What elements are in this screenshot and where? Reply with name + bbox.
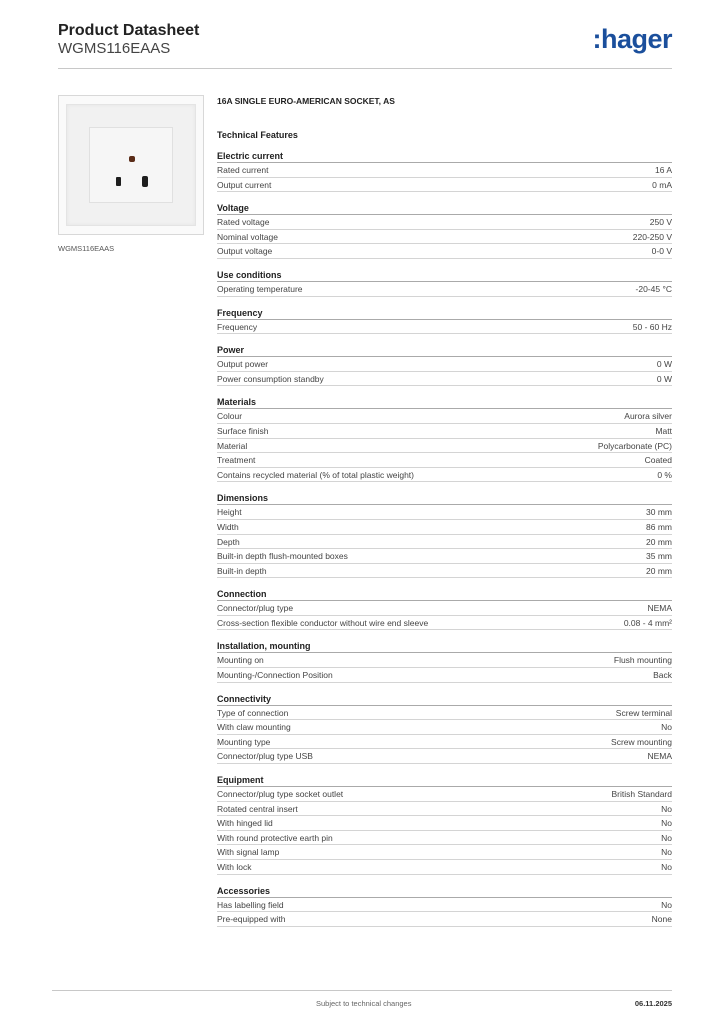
spec-row xyxy=(217,215,672,230)
spec-column xyxy=(217,96,672,927)
spec-label: Operating temperature xyxy=(217,283,303,294)
logo-dots-icon: : xyxy=(592,24,601,54)
spec-value: 16 A xyxy=(654,165,672,175)
logo-text: hager xyxy=(600,24,672,54)
header-title: Product Datasheet xyxy=(58,22,200,39)
header-subtitle: WGMS116EAAS xyxy=(58,40,171,57)
spec-sections xyxy=(217,149,672,927)
socket-plate xyxy=(66,104,196,226)
spec-label: Rated voltage xyxy=(217,217,270,228)
spec-value: 0-0 V xyxy=(651,246,672,257)
spec-row xyxy=(217,244,672,259)
spec-row xyxy=(217,787,672,802)
footer-date: 06.11.2025 xyxy=(634,999,672,1008)
spec-row xyxy=(217,735,672,750)
spec-label: With hinged lid xyxy=(217,818,273,829)
spec-label: With signal lamp xyxy=(217,847,280,858)
features-title: Technical Features xyxy=(217,130,298,140)
hager-logo xyxy=(592,24,672,55)
spec-label: Power consumption standby xyxy=(217,373,324,384)
spec-row xyxy=(217,453,672,468)
spec-row xyxy=(217,816,672,831)
spec-row xyxy=(217,372,672,387)
spec-value: -20-45 °C xyxy=(635,283,672,294)
spec-value: Coated xyxy=(644,455,672,466)
spec-label: Nominal voltage xyxy=(217,231,278,242)
spec-row xyxy=(217,831,672,846)
section-heading: Materials xyxy=(217,395,672,409)
spec-value: No xyxy=(661,818,672,829)
spec-row xyxy=(217,802,672,817)
spec-row xyxy=(217,653,672,668)
pin-slot-left-icon xyxy=(116,177,121,186)
spec-row xyxy=(217,230,672,245)
spec-row xyxy=(217,424,672,439)
footer-divider xyxy=(52,990,672,991)
earth-hole-icon xyxy=(129,156,135,162)
section-heading: Connection xyxy=(217,587,672,601)
product-image xyxy=(58,95,204,235)
spec-label: Built-in depth xyxy=(217,565,267,576)
spec-value: NEMA xyxy=(647,603,672,614)
spec-value: 0 W xyxy=(656,359,672,370)
spec-row xyxy=(217,616,672,631)
spec-value: 86 mm xyxy=(646,521,672,532)
spec-label: With lock xyxy=(217,862,252,872)
socket-face xyxy=(89,127,173,203)
spec-value: NEMA xyxy=(647,751,672,762)
spec-value: 0 mA xyxy=(652,179,672,190)
spec-row xyxy=(217,601,672,616)
spec-value: No xyxy=(661,899,672,910)
spec-label: Output voltage xyxy=(217,246,273,257)
spec-row xyxy=(217,505,672,520)
section-heading: Connectivity xyxy=(217,692,672,706)
spec-label: Treatment xyxy=(217,455,256,466)
spec-row xyxy=(217,520,672,535)
section-heading: Accessories xyxy=(217,884,672,898)
spec-value: 20 mm xyxy=(646,536,672,547)
spec-row xyxy=(217,409,672,424)
product-name: 16A SINGLE EURO-AMERICAN SOCKET, AS xyxy=(217,96,395,106)
spec-value: Screw mounting xyxy=(611,736,672,747)
pin-slot-right-icon xyxy=(142,176,148,187)
spec-label: Material xyxy=(217,440,248,451)
spec-row xyxy=(217,564,672,579)
spec-value: Matt xyxy=(655,425,672,436)
spec-row xyxy=(217,706,672,721)
spec-label: Pre-equipped with xyxy=(217,914,286,925)
spec-row xyxy=(217,720,672,735)
spec-row xyxy=(217,860,672,875)
spec-label: Contains recycled material (% of total plastic weight) xyxy=(217,469,414,480)
spec-value: None xyxy=(651,914,672,925)
spec-label: Depth xyxy=(217,536,240,547)
spec-row xyxy=(217,549,672,564)
product-image-caption: WGMS116EAAS xyxy=(58,244,115,253)
spec-row xyxy=(217,178,672,193)
spec-row xyxy=(217,320,672,335)
footer-note: Subject to technical changes xyxy=(316,999,412,1008)
spec-row xyxy=(217,282,672,297)
spec-row xyxy=(217,845,672,860)
spec-label: With round protective earth pin xyxy=(217,832,333,843)
spec-value: Aurora silver xyxy=(624,411,672,422)
spec-label: Connector/plug type USB xyxy=(217,751,313,762)
spec-row xyxy=(217,357,672,372)
spec-value: No xyxy=(661,803,672,814)
section-heading: Voltage xyxy=(217,201,672,215)
spec-label: Has labelling field xyxy=(217,899,284,910)
spec-value: 30 mm xyxy=(646,507,672,518)
spec-label: Connector/plug type xyxy=(217,603,294,614)
spec-value: Flush mounting xyxy=(613,655,672,666)
spec-value: 20 mm xyxy=(646,565,672,576)
spec-row xyxy=(217,439,672,454)
spec-label: Output current xyxy=(217,179,272,190)
spec-label: Frequency xyxy=(217,321,258,332)
spec-label: Colour xyxy=(217,411,243,422)
spec-label: Rated current xyxy=(217,165,269,175)
spec-label: Built-in depth flush-mounted boxes xyxy=(217,551,348,562)
spec-label: Mounting-/Connection Position xyxy=(217,670,333,681)
spec-value: 250 V xyxy=(649,217,672,228)
spec-value: 35 mm xyxy=(646,551,672,562)
spec-label: Surface finish xyxy=(217,425,269,436)
spec-value: 0 W xyxy=(656,373,672,384)
spec-value: Polycarbonate (PC) xyxy=(597,440,672,451)
spec-value: 50 - 60 Hz xyxy=(632,321,672,332)
spec-label: Mounting type xyxy=(217,736,271,747)
section-heading: Dimensions xyxy=(217,491,672,505)
spec-label: With claw mounting xyxy=(217,722,291,733)
section-heading: Installation, mounting xyxy=(217,639,672,653)
section-heading: Power xyxy=(217,343,672,357)
section-heading: Electric current xyxy=(217,149,672,163)
spec-value: No xyxy=(661,722,672,733)
spec-value: Back xyxy=(653,670,672,681)
spec-row xyxy=(217,535,672,550)
spec-label: Cross-section flexible conductor without wire end sleeve xyxy=(217,617,429,628)
spec-row xyxy=(217,668,672,683)
spec-value: Screw terminal xyxy=(615,707,672,718)
spec-label: Width xyxy=(217,521,239,532)
spec-label: Connector/plug type socket outlet xyxy=(217,789,344,800)
spec-value: British Standard xyxy=(611,789,672,800)
spec-value: 0.08 - 4 mm² xyxy=(623,617,672,628)
spec-value: 220-250 V xyxy=(632,231,672,242)
section-heading: Use conditions xyxy=(217,268,672,282)
spec-label: Height xyxy=(217,507,242,518)
spec-label: Output power xyxy=(217,359,269,370)
spec-row xyxy=(217,912,672,927)
spec-row xyxy=(217,749,672,764)
spec-row xyxy=(217,163,672,178)
spec-value: No xyxy=(661,832,672,843)
section-heading: Equipment xyxy=(217,773,672,787)
section-heading: Frequency xyxy=(217,306,672,320)
header-divider xyxy=(58,68,672,69)
spec-label: Mounting on xyxy=(217,655,264,666)
spec-value: No xyxy=(661,862,672,872)
spec-value: No xyxy=(661,847,672,858)
spec-row xyxy=(217,468,672,483)
spec-row xyxy=(217,898,672,913)
spec-value: 0 % xyxy=(657,469,672,480)
spec-label: Rotated central insert xyxy=(217,803,298,814)
spec-label: Type of connection xyxy=(217,707,289,718)
